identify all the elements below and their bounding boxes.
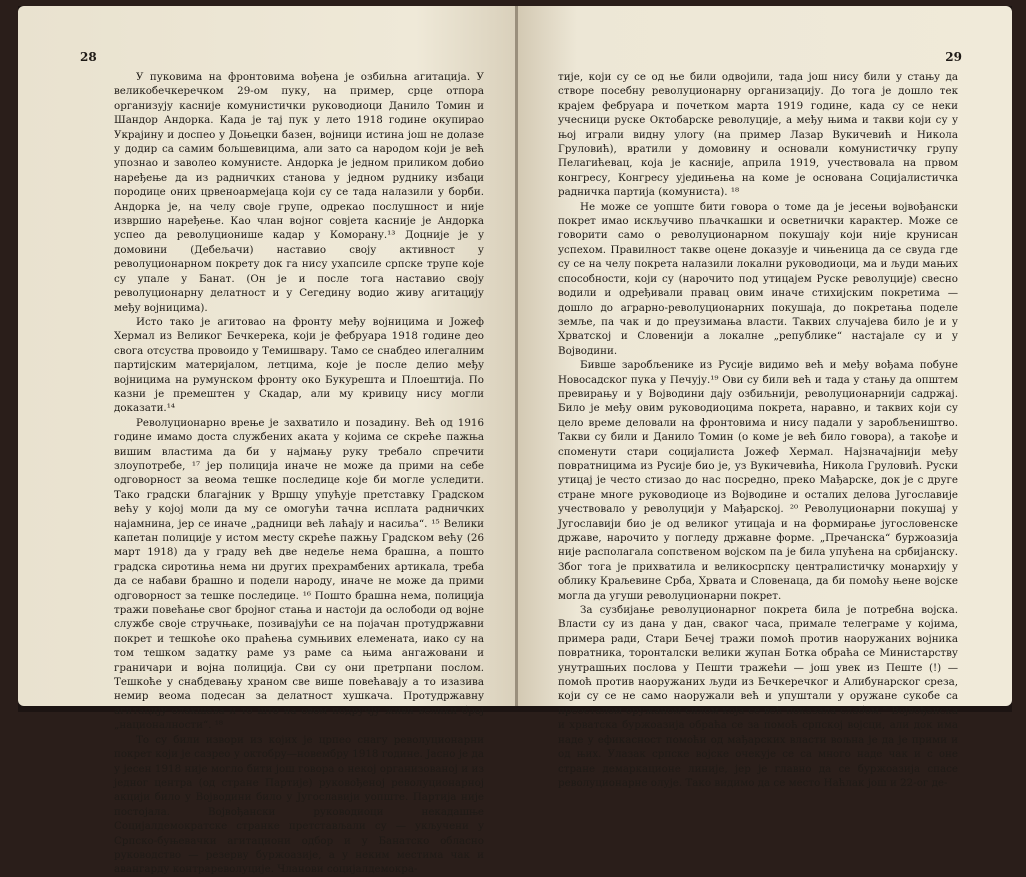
page-number-right: 29 [945,50,962,64]
left-page-text [114,70,484,877]
right-page-text [558,70,958,790]
right-page [518,6,1012,789]
book-spread [18,6,1012,876]
paragraph: За сузбијање револуционарног покрета била је потребна војска. Власти су из дана у дан, сваког часа, примале телеграме у којима, примера ради, Стари Бечеј тражи помоћ против наоружаних војника повратника, торонталски велики жупан Ботка обраћа се Министарству унутрашњих послова у Пешти тражећи — још увек из Пеште (!) — помоћ против наоружаних људи из Бечкеречког и Алибунарског среза, који су се не само наоружали већ и упуштали у оружане сукобе са преосталом оружаном силом која се већ показала слабом.“ Војвођанска и хрватска буржоазија обраћа се за помоћ српској војсци, али док има наде у ефикасност помоћи од мађарских власти вољна је да је прими и од њих. Улазак српске војске очекује се са много наде чак и с оне стране демаркационе линије, јер је главно да се буржоазија спасе револуционарне олује. Тако видимо да се место Наћлак још и 22-ог де- [558,604,958,789]
paragraph: У пуковима на фронтовима вођена је озбиљна агитација. У великобечкеречком 29-ом пуку, на пример, срце отпора организују касније комунистички руководиоци Данило Томин и Шандор Андорка. Када је тај пук у лето 1918 године окупирао Украјину и доспео у Доњецки базен, војници истина још не долазе у додир са самим бољшевицима, али зато са народом који је већ упознао и заволео комунисте. Андорка је једном приликом добио наређење да из радничких станова у једном руднику избаци породице оних црвеноармејаца који су се тада налазили у борби. Андорка је, на челу своје групе, одрекао послушност и није извршио наређење. Као члан војног совјета касније је Андорка успео да револуционише кадар у Коморану.¹³ Доцније је у домовини (Дебељачи) наставио своју активност у револуционарном покрету док га нису ухапсиле српске трупе које су упале у Банат. (Он је и после тога наставио своју револуционарну делатност и у Сегедину водио живу агитацију међу војницима). [114,71,484,314]
paragraph: Исто тако је агитовао на фронту међу војницима и Јожеф Хермал из Великог Бечкерека, који је фебруара 1918 године део свога отсуства провоидо у Темишвару. Тамо се снабдео илегалним партијским материјалом, летцима, које је после делио међу војницима на румунском фронту око Букурешта и Плоештија. По казни је премештен у Скадар, али му кривицу нису могли доказати.¹⁴ [114,315,484,415]
paragraph: Револуционарно врење је захватило и позадину. Већ од 1916 године имамо доста службених аката у којима се скреће пажња вишим властима да би у најмању руку требало спречити злоупотребе, ¹⁷ јер полиција иначе не може да прими на себе одговорност за веома тешке последице које би могле уследити. Тако градски благајник у Вршцу упућује претставку Градском већу у којој моли да му се омогући тачна исплата радничких најамнина, јер се иначе „радници већ лаћају и насиља“. ¹⁵ Велики капетан полиције у истом месту скреће пажњу Градском већу (26 март 1918) да у граду већ две недеље нема брашна, а пошто градска сиротиња нема ни других прехрамбених артикала, треба да се набави брашно и подели народу, иначе не може да прими одговорност за тешке последице. ¹⁶ Пошто брашна нема, полиција тражи повећање свог бројног стања и настоји да ослободи од војне службе своје стручњаке, позивајући се на појачан протудржавни покрет и тешкоће око праћења сумњивих елемената, иако су на том тешком задатку раме уз раме са њима ангажовани и граничари и војна полиција. Сви су они претрпани послом. Тешкоће у снабдевању храном све више повећавају а то изазива немир веома подесан за делатност хушкача. Протудржавну агитацију олакшава и то што на овом подручју живи велики број „националности“. ¹⁸ [114,416,484,732]
paragraph: То су били извори из којих је црпео снагу револуционарни покрет који је сазрео у октобру—новембру 1918 године. Јасно је да у јесен 1918 није могло бити још говора о некој организованој и из једног центра (од стране Партије) руковођеној револуционарној акцији било у Војводини било у Југославији уопште. Партија није постојала. Војвођански руководиоци некадашње Социјалдемократске странке претстављали су — укључени у Српско-буњевачки агитациони одбор и у Банатско обласно руководство — резерву буржоазије, а у неким местима чак и авангарду контрареволуције. Чланови социјалдемокра- [114,733,484,876]
page-number-left: 28 [80,50,97,64]
paragraph: Не може се уопште бити говора о томе да је јесењи војвођански покрет имао искључиво пљачкашки и осветнички карактер. Може се говорити само о револуционарном покушају који није крунисан успехом. Правилност такве оцене доказује и чињеница да се свуда где су се на челу покрета налазили локални руководиоци, ма и људи мањих способности, који су (нарочито под утицајем Руске револуције) свесно водили и одређивали правац овим иначе стихијским покретима — дошло до аграрно-револуционарних покушаја, до покретања поделе земље, па чак и до преузимања власти. Таквих случајева било је и у Хрватској и Словенији а локалне „републике“ настајале су и у Војводини. [558,200,958,357]
paragraph: тије, који су се од ње били одвојили, тада још нису били у стању да створе посебну револуционарну организацију. До тога је дошло тек крајем фебруара и почетком марта 1919 године, када су се неки учесници руске Октобарске револуције, а међу њима и такви који су у њој играли видну улогу (на пример Лазар Вукичевић и Никола Груловић), вратили у домовину и основали комунистичку групу Пелагићевац, која је касније, априла 1919, учествовала на првом конгресу, Конгресу уједињења на коме је основана Социјалистичка радничка партија (комуниста). ¹⁸ [558,71,958,199]
paragraph: Бивше заробљенике из Русије видимо већ и међу вођама побуне Новосадског пука у Печују.¹⁹ Ови су били већ и тада у стању да општем превирању и у Војводини дају озбиљнији, револуционарнији садржај. Било је међу овим руководиоцима покрета, наравно, и таквих који су цело време деловали на фронтовима и нису падали у заробљеништво. Такви су били и Данило Томин (о коме је већ било говора), а такође и споменути стари социјалиста Јожеф Хермал. Најзначајнији међу повратницима из Русије био је, уз Вукичевића, Никола Груловић. Руски утицај је често стизао до нас посредно, преко Мађарске, док је с друге стране многе руководиоце из Војводине и осталих делова Југославије учествовало у револуцији у Мађарској. ²⁰ Револуционарни покушај у Југославији био је од великог утицаја и на формирање југословенске државе, нарочито у погледу државне форме. „Пречанска“ буржоазија није располагала сопственом војском па је била упућена на србијанску. Због тога је прихватила и великосрпску централистичку монархију у облику Краљевине Срба, Хрвата и Словенаца, да би помоћу њене војске могла да угуши револуционарни покрет. [558,359,958,602]
left-page [18,6,516,876]
